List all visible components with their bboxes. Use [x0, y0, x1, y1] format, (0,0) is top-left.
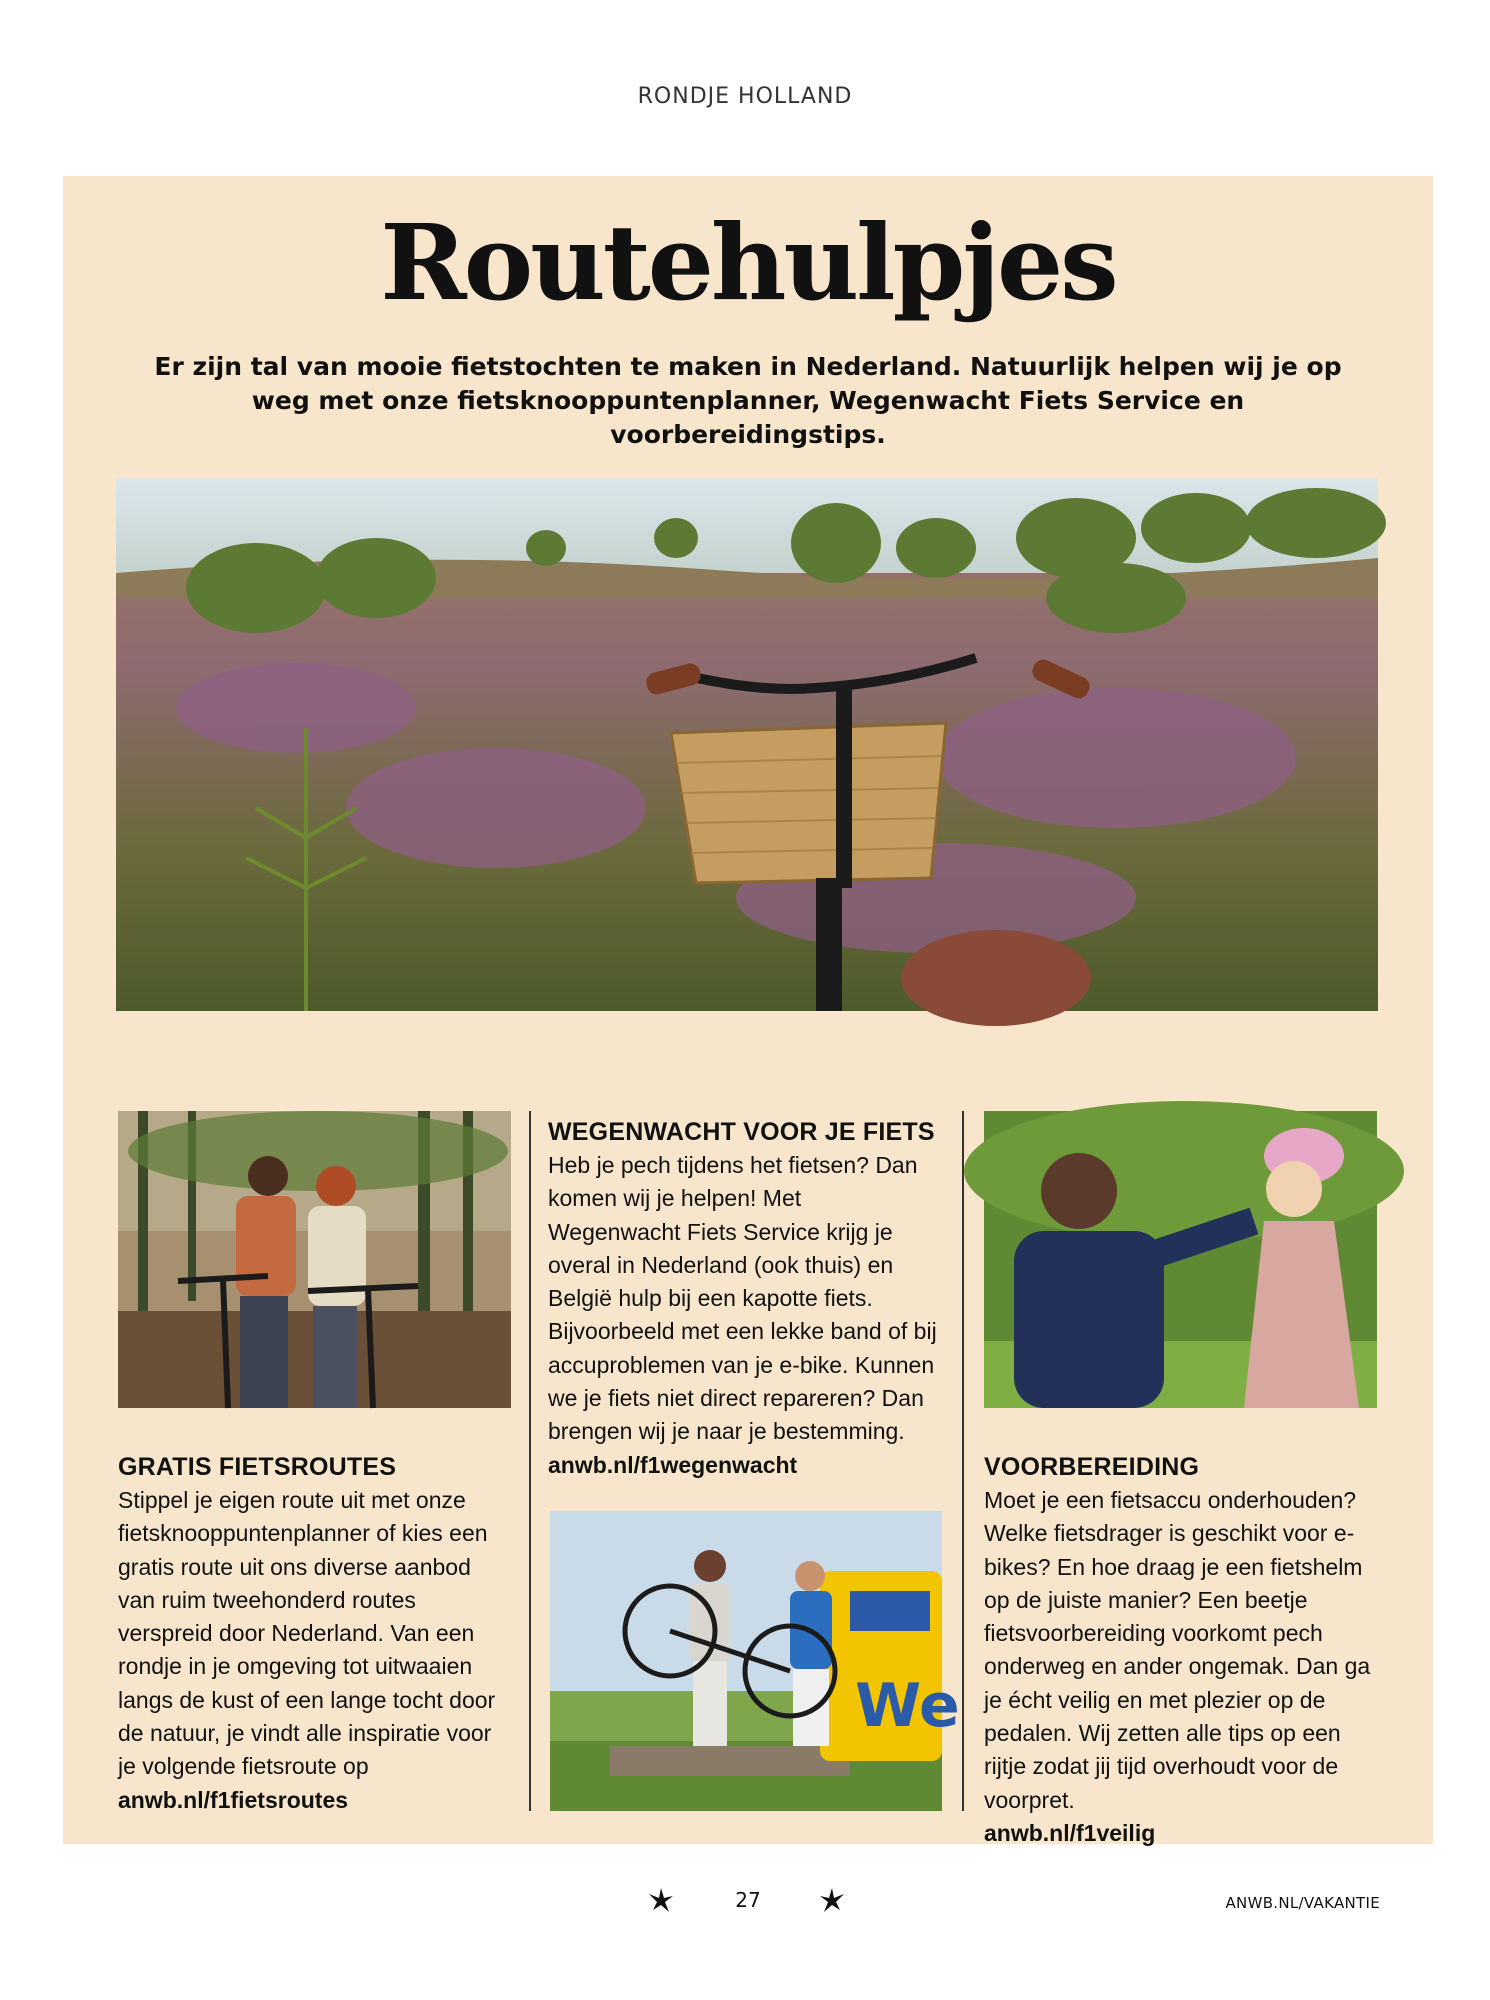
article-intro: Er zijn tal van mooie fietstochten te maken in Nederland. Natuurlijk helpen wij je op weg met onze fietsknooppuntenplanner, Wegenwacht Fiets Service en voorbereidingstips. — [154, 352, 1342, 449]
column-right-text — [984, 1451, 1377, 1850]
column-divider-right — [962, 1111, 964, 1811]
hero-photo-heath-bicycle — [116, 478, 1378, 1011]
photo-wegenwacht-repair-illustration — [550, 1511, 960, 1811]
bird-icon-right — [818, 1886, 846, 1914]
photo-helmet-child — [984, 1111, 1377, 1408]
page-number: 27 — [735, 1888, 761, 1912]
column-middle-heading: WEGENWACHT VOOR JE FIETS — [548, 1118, 935, 1146]
column-middle-body: Heb je pech tijdens het fietsen? Dan komen wij je helpen! Met Wegenwacht Fiets Service krijg je overal in Nederland (ook thuis) en België hulp bij een kapotte fiets. Bijvoorbeeld met een lekke band of bij accuproblemen van je e-bike. Kunnen we je fiets niet direct repareren? Dan brengen wij je naar je bestemming. — [548, 1152, 937, 1445]
column-middle-text — [548, 1116, 940, 1482]
column-left-heading: GRATIS FIETSROUTES — [118, 1453, 397, 1481]
photo-helmet-child-illustration — [984, 1111, 1377, 1408]
column-left-link[interactable]: anwb.nl/f1fietsroutes — [118, 1786, 349, 1813]
bird-icon-left — [647, 1886, 675, 1914]
article-title: Routehulpjes — [380, 201, 1116, 324]
section-label: RONDJE HOLLAND — [637, 84, 853, 109]
photo-wegenwacht-repair — [550, 1511, 960, 1811]
column-middle-link[interactable]: anwb.nl/f1wegenwacht — [548, 1451, 798, 1478]
article-panel — [63, 176, 1433, 1844]
photo-couple-ebikes — [118, 1111, 511, 1408]
column-left-text — [118, 1451, 511, 1817]
hero-photo-illustration — [116, 478, 1378, 1011]
footer-url[interactable]: ANWB.NL/VAKANTIE — [1225, 1894, 1380, 1912]
column-right-body: Moet je een fietsaccu onderhouden? Welke fietsdrager is geschikt voor e-bikes? En hoe draag je een fietshelm op de juiste manier? Een beetje fietsvoorbereiding voorkomt pech onderweg en ander ongemak. Dan ga je écht veilig en met plezier op de pedalen. Wij zetten alle tips op een rijtje zodat jij tijd overhoudt voor de voorpret. — [984, 1487, 1371, 1813]
photo-couple-ebikes-illustration — [118, 1111, 511, 1408]
column-right-link[interactable]: anwb.nl/f1veilig — [984, 1819, 1156, 1846]
column-right-heading: VOORBEREIDING — [984, 1453, 1200, 1481]
column-left-body: Stippel je eigen route uit met onze fietsknooppuntenplanner of kies een gratis route uit ons diverse aanbod van ruim tweehonderd routes verspreid door Nederland. Van een rondje in je omgeving tot uitwaaien langs de kust of een lange tocht door de natuur, je vindt alle inspiratie voor je volgende fietsroute op — [118, 1487, 496, 1780]
svg-text:We: We — [855, 1671, 960, 1741]
column-divider-left — [529, 1111, 531, 1811]
